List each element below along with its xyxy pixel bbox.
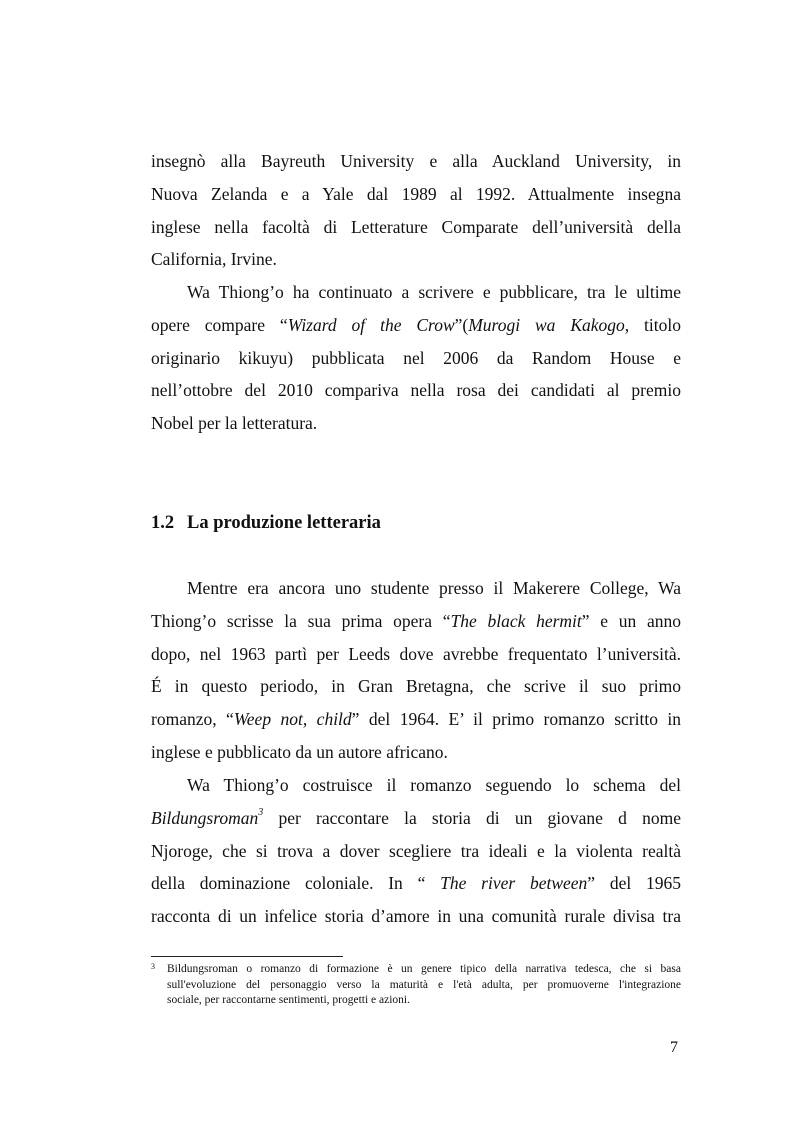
- footnote-marker: 3: [151, 962, 155, 971]
- text-line: Wa Thiong’o costruisce il romanzo seguendo lo schema del: [187, 775, 681, 795]
- footnote-line: sociale, per raccontarne sentimenti, progetti e azioni.: [167, 994, 410, 1006]
- title-italic: Murogi wa Kakogo: [468, 314, 625, 335]
- text-line: Mentre era ancora uno studente presso il Makerere College, Wa: [187, 578, 681, 598]
- text-line: racconta di un infelice storia d’amore in una comunità rurale divisa tra: [151, 906, 681, 927]
- footnote: [151, 962, 681, 1009]
- footnote-line: Bildungsroman o romanzo di formazione è un genere tipico della narrativa tedesca, che si basa: [167, 963, 681, 975]
- text-line: California, Irvine.: [151, 249, 277, 270]
- section-number: 1.2: [151, 513, 175, 533]
- text-line: romanzo, “Weep not, child” del 1964. E’ il primo romanzo scritto in: [151, 709, 681, 730]
- footnote-line: sull'evoluzione del personaggio verso la maturità e l'età adulta, per promuoverne l'integrazione: [167, 978, 681, 991]
- paragraph-literary-production: [151, 572, 681, 769]
- title-italic: Wizard of the Crow: [287, 314, 455, 335]
- text-line: originario kikuyu) pubblicata nel 2006 da Random House e: [151, 347, 681, 368]
- text-line: nell’ottobre del 2010 compariva nella rosa dei candidati al premio: [151, 380, 681, 401]
- text-line: inglese e pubblicato da un autore africano.: [151, 741, 448, 762]
- text-line: opere compare “Wizard of the Crow”(Murogi wa Kakogo, titolo: [151, 314, 681, 335]
- paragraph-bio-end: [151, 145, 681, 276]
- text-line: Bildungsroman$^3$ per raccontare la storia di un giovane d nome: [151, 806, 681, 828]
- title-italic: The river between: [440, 873, 588, 894]
- text-line: Njoroge, che si trova a dover scegliere tra ideali e la violenta realtà: [151, 840, 681, 861]
- text-line: Wa Thiong’o ha continuato a scrivere e pubblicare, tra le ultime: [187, 282, 681, 302]
- term-italic: Bildungsroman: [151, 807, 259, 828]
- page-number: 7: [670, 1039, 678, 1056]
- title-italic: The black hermit: [450, 610, 582, 631]
- paragraph-recent-works: [151, 276, 681, 440]
- footnote-reference[interactable]: 3: [258, 806, 264, 818]
- section-title: La produzione letteraria: [187, 513, 381, 533]
- text-line: Nobel per la letteratura.: [151, 413, 318, 434]
- text-line: dopo, nel 1963 partì per Leeds dove avrebbe frequentato l’università.: [151, 643, 681, 664]
- paragraph-bildungsroman: [151, 769, 681, 933]
- text-line: Nuova Zelanda e a Yale dal 1989 al 1992. Attualmente insegna: [151, 183, 681, 204]
- title-italic: Weep not, child: [233, 709, 352, 730]
- section-heading: [151, 509, 381, 537]
- footnote-separator: [151, 956, 343, 957]
- text-line: inglese nella facoltà di Letterature Comparate dell’università della: [151, 216, 681, 237]
- text-line: insegnò alla Bayreuth University e alla Auckland University, in: [151, 151, 681, 171]
- text-line: della dominazione coloniale. In “ The river between” del 1965: [151, 873, 681, 894]
- text-line: É in questo periodo, in Gran Bretagna, che scrive il suo primo: [151, 676, 681, 697]
- text-line: Thiong’o scrisse la sua prima opera “The black hermit” e un anno: [151, 610, 681, 631]
